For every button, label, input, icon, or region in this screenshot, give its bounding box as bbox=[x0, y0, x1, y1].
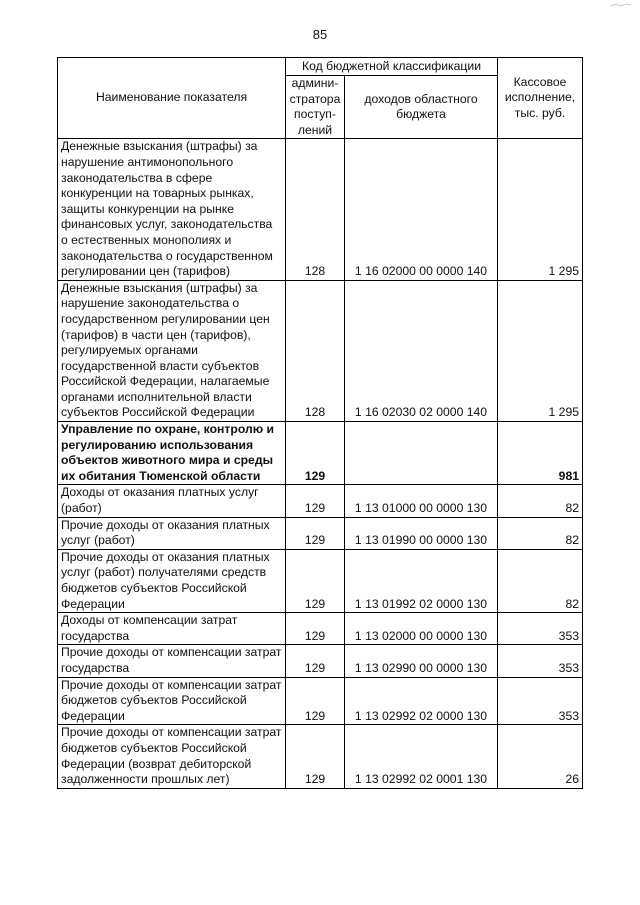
row-admin-code: 129 bbox=[286, 517, 345, 549]
table-row-section bbox=[58, 422, 583, 485]
row-revenue-code: 1 13 02992 02 0001 130 bbox=[345, 725, 498, 788]
table-row bbox=[58, 725, 583, 788]
row-admin-code: 129 bbox=[286, 725, 345, 788]
row-admin-code: 129 bbox=[286, 645, 345, 677]
row-name: Прочие доходы от компенсации затрат государства bbox=[58, 645, 286, 677]
row-admin-code: 128 bbox=[286, 280, 345, 421]
table-row bbox=[58, 517, 583, 549]
row-name: Прочие доходы от оказания платных услуг (работ) bbox=[58, 517, 286, 549]
row-amount: 353 bbox=[498, 613, 583, 645]
table-row bbox=[58, 613, 583, 645]
table-row bbox=[58, 280, 583, 421]
row-amount: 82 bbox=[498, 549, 583, 612]
row-name: Доходы от оказания платных услуг (работ) bbox=[58, 485, 286, 517]
row-name: Прочие доходы от оказания платных услуг (работ) получателями средств бюджетов субъектов Российской Федерации bbox=[58, 549, 286, 612]
row-name: Денежные взыскания (штрафы) за нарушение антимонопольного законодательства в сфере конкуренции на товарных рынках, защиты конкуренции на рынке финансовых услуг, законодательства о естественных монополиях и законодательства о государственном регулировании цен (тарифов) bbox=[58, 139, 286, 280]
header-administrator: админи-стратора поступ-лений bbox=[286, 76, 345, 139]
row-revenue-code: 1 16 02000 00 0000 140 bbox=[345, 139, 498, 280]
row-amount: 82 bbox=[498, 485, 583, 517]
row-revenue-code: 1 13 01000 00 0000 130 bbox=[345, 485, 498, 517]
row-admin-code: 129 bbox=[286, 485, 345, 517]
table-row bbox=[58, 485, 583, 517]
row-revenue-code: 1 13 02992 02 0000 130 bbox=[345, 677, 498, 725]
row-amount: 1 295 bbox=[498, 139, 583, 280]
row-name: Прочие доходы от компенсации затрат бюджетов субъектов Российской Федерации bbox=[58, 677, 286, 725]
page-number: 85 bbox=[312, 27, 328, 42]
revenue-table bbox=[57, 57, 583, 789]
row-admin-code: 129 bbox=[286, 549, 345, 612]
row-admin-code: 129 bbox=[286, 613, 345, 645]
table-row bbox=[58, 139, 583, 280]
row-name: Денежные взыскания (штрафы) за нарушение законодательства о государственном регулировании цен (тарифов) в части цен (тарифов), регулируемых органами государственной власти субъектов Российской Федерации, налагаемые органами исполнительной власти субъектов Российской Федерации bbox=[58, 280, 286, 421]
header-revenue-code: доходов областного бюджета bbox=[345, 76, 498, 139]
row-revenue-code: 1 13 01992 02 0000 130 bbox=[345, 549, 498, 612]
row-amount: 82 bbox=[498, 517, 583, 549]
row-amount: 26 bbox=[498, 725, 583, 788]
row-revenue-code: 1 13 02990 00 0000 130 bbox=[345, 645, 498, 677]
row-revenue-code: 1 13 01990 00 0000 130 bbox=[345, 517, 498, 549]
margin-mark bbox=[610, 2, 632, 8]
header-cash-execution: Кассовое исполнение, тыс. руб. bbox=[498, 58, 583, 139]
header-name: Наименование показателя bbox=[58, 58, 286, 139]
table-row bbox=[58, 677, 583, 725]
row-admin-code: 128 bbox=[286, 139, 345, 280]
row-amount: 353 bbox=[498, 645, 583, 677]
row-revenue-code: 1 13 02000 00 0000 130 bbox=[345, 613, 498, 645]
header-budget-classification: Код бюджетной классификации bbox=[286, 58, 498, 76]
row-amount: 1 295 bbox=[498, 280, 583, 421]
table-row bbox=[58, 645, 583, 677]
row-amount: 981 bbox=[498, 422, 583, 485]
table-row bbox=[58, 549, 583, 612]
row-revenue-code: 1 16 02030 02 0000 140 bbox=[345, 280, 498, 421]
row-revenue-code bbox=[345, 422, 498, 485]
row-admin-code: 129 bbox=[286, 422, 345, 485]
row-amount: 353 bbox=[498, 677, 583, 725]
row-name: Прочие доходы от компенсации затрат бюджетов субъектов Российской Федерации (возврат дебиторской задолженности прошлых лет) bbox=[58, 725, 286, 788]
row-admin-code: 129 bbox=[286, 677, 345, 725]
row-name: Управление по охране, контролю и регулированию использования объектов животного мира и среды их обитания Тюменской области bbox=[58, 422, 286, 485]
row-name: Доходы от компенсации затрат государства bbox=[58, 613, 286, 645]
